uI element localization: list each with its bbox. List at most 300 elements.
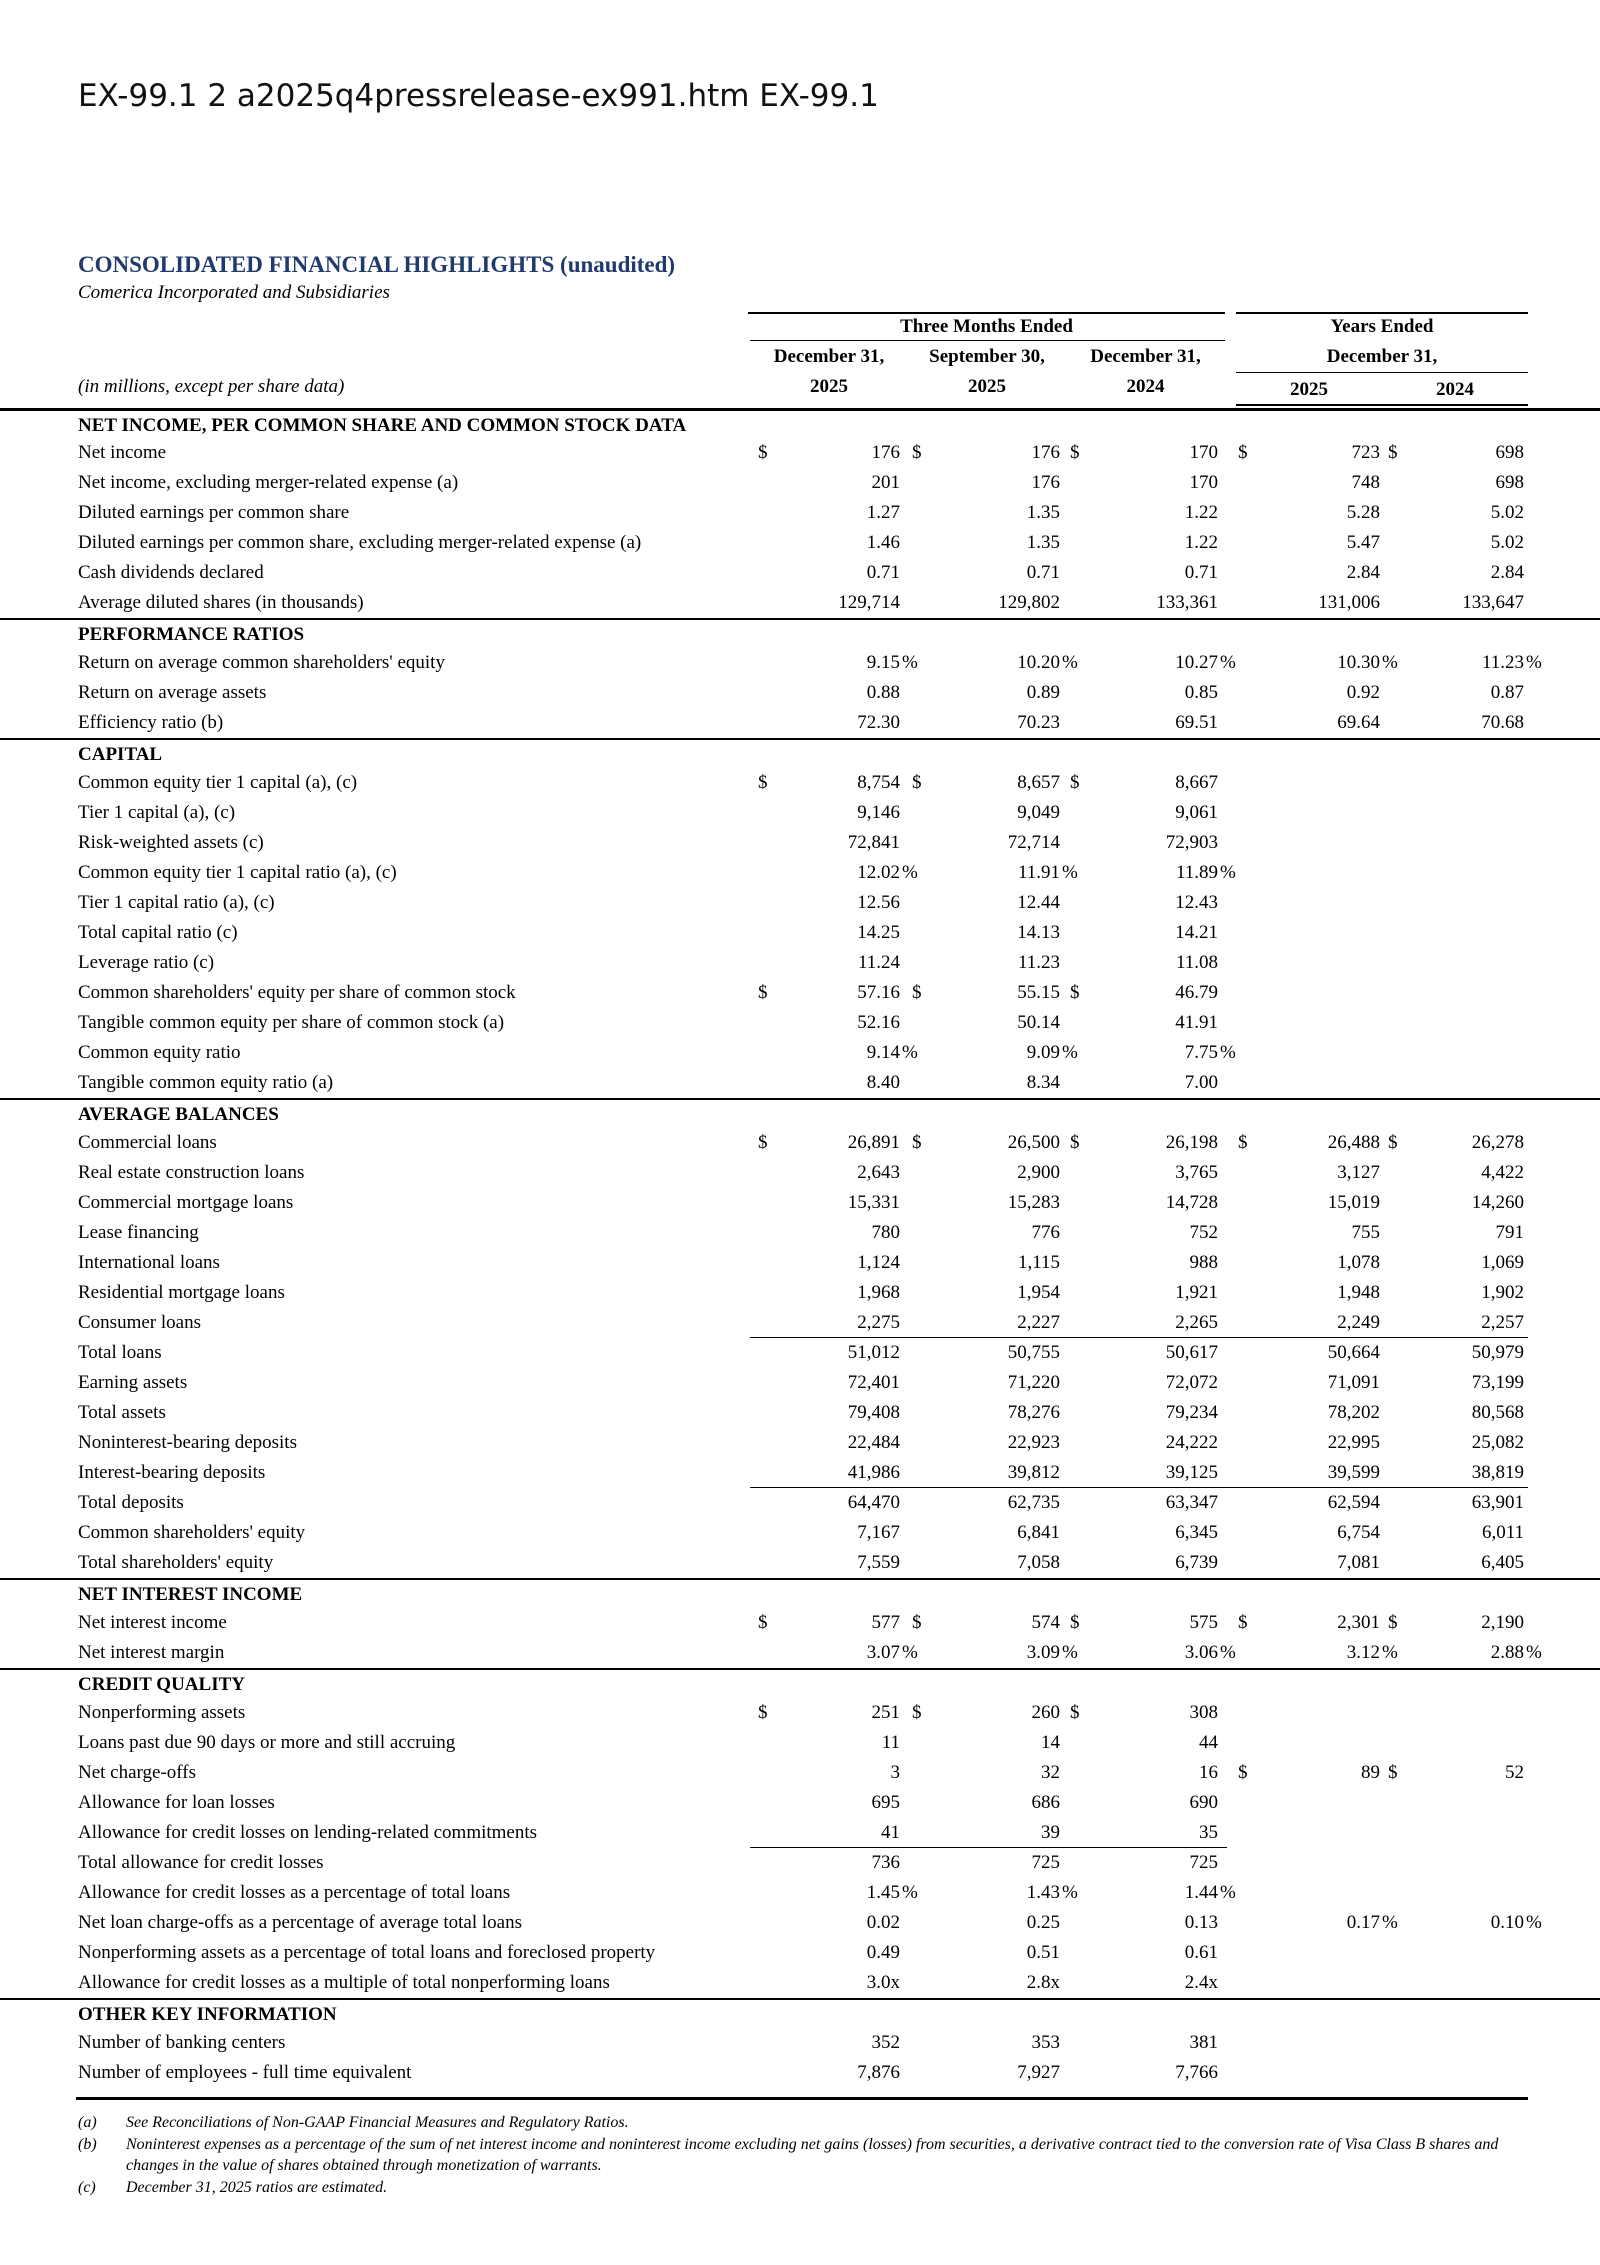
header-col1-date: September 30,	[929, 346, 1045, 367]
row-label: Efficiency ratio (b)	[78, 712, 224, 733]
table-bottom-rule	[76, 2097, 1528, 2100]
value-col0: 0.49	[866, 1942, 900, 1963]
value-col4: 791	[1495, 1222, 1524, 1243]
table-row	[0, 1758, 1600, 1788]
dollar-sign: $	[1070, 1702, 1080, 1723]
value-col3: 3.12	[1346, 1642, 1380, 1663]
value-col3: 1,078	[1337, 1252, 1380, 1273]
table-row	[0, 1218, 1600, 1248]
footnote-text: Noninterest expenses as a percentage of the sum of net interest income and noninterest income excluding net gains (losses) from securities, a derivative contract tied to the conversion rate of Visa Class B shares and changes in the value of shares obtained through monetization of warrants.	[126, 2136, 1499, 2174]
value-col3: 0.92	[1346, 682, 1380, 703]
value-col2: 170	[1189, 472, 1218, 493]
value-col0: 9,146	[857, 802, 900, 823]
section-title: CREDIT QUALITY	[78, 1674, 245, 1695]
value-col2: 2,265	[1175, 1312, 1218, 1333]
value-col0: 79,408	[847, 1402, 900, 1423]
dollar-sign: $	[1388, 442, 1398, 463]
value-col4: 2,190	[1481, 1612, 1524, 1633]
table-row	[0, 1248, 1600, 1278]
value-col1: 725	[1031, 1852, 1060, 1873]
value-col0: 129,714	[838, 592, 900, 613]
value-col2: 2.4x	[1184, 1972, 1218, 1993]
value-col1: 26,500	[1007, 1132, 1060, 1153]
value-col2: 50,617	[1165, 1342, 1218, 1363]
value-col4: 1,902	[1481, 1282, 1524, 1303]
value-col4: 63,901	[1471, 1492, 1524, 1513]
value-col0: 52.16	[857, 1012, 900, 1033]
row-label: Leverage ratio (c)	[78, 952, 215, 973]
table-row	[0, 1608, 1600, 1638]
table-row	[0, 1788, 1600, 1818]
table-row	[0, 1398, 1600, 1428]
value-col2: 69.51	[1175, 712, 1218, 733]
percent-sign: %	[1382, 1642, 1398, 1663]
value-col1: 1.35	[1026, 502, 1060, 523]
value-col4: 14,260	[1471, 1192, 1524, 1213]
header-col3-year: 2025	[1290, 379, 1328, 400]
percent-sign: %	[1062, 862, 1078, 883]
value-col2: 725	[1189, 1852, 1218, 1873]
value-col1: 55.15	[1017, 982, 1060, 1003]
value-col0: 0.88	[866, 682, 900, 703]
value-col0: 2,643	[857, 1162, 900, 1183]
value-col2: 41.91	[1175, 1012, 1218, 1033]
row-label: Risk-weighted assets (c)	[78, 832, 264, 853]
value-col0: 51,012	[847, 1342, 900, 1363]
value-col1: 776	[1031, 1222, 1060, 1243]
header-col0-year: 2025	[810, 376, 848, 397]
row-label: Net loan charge-offs as a percentage of average total loans	[78, 1912, 523, 1933]
value-col0: 9.15	[866, 652, 900, 673]
value-col4: 6,011	[1481, 1522, 1524, 1543]
percent-sign: %	[1062, 1042, 1078, 1063]
value-col3: 69.64	[1337, 712, 1380, 733]
dollar-sign: $	[912, 1132, 922, 1153]
value-col2: 16	[1199, 1762, 1218, 1783]
value-col2: 6,345	[1175, 1522, 1218, 1543]
value-col2: 3,765	[1175, 1162, 1218, 1183]
value-col2: 9,061	[1175, 802, 1218, 823]
percent-sign: %	[1062, 1642, 1078, 1663]
value-col4: 52	[1505, 1762, 1524, 1783]
value-col2: 11.08	[1175, 952, 1218, 973]
value-col4: 0.10	[1490, 1912, 1524, 1933]
section-header	[0, 1998, 1600, 2030]
row-label: Net interest margin	[78, 1642, 225, 1663]
value-col0: 15,331	[847, 1192, 900, 1213]
page-title: CONSOLIDATED FINANCIAL HIGHLIGHTS (unaudited)	[78, 252, 676, 277]
value-col1: 12.44	[1017, 892, 1060, 913]
value-col1: 0.89	[1026, 682, 1060, 703]
value-col0: 41	[881, 1822, 900, 1843]
percent-sign: %	[902, 862, 918, 883]
dollar-sign: $	[1238, 1132, 1248, 1153]
value-col0: 72.30	[857, 712, 900, 733]
value-col4: 2.88	[1490, 1642, 1524, 1663]
value-col3: 131,006	[1318, 592, 1380, 613]
table-row	[0, 1818, 1600, 1848]
value-col3: 39,599	[1327, 1462, 1380, 1483]
table-row	[0, 438, 1600, 468]
value-col2: 24,222	[1165, 1432, 1218, 1453]
header-col4-year: 2024	[1436, 379, 1474, 400]
row-label: Allowance for credit losses on lending-related commitments	[78, 1822, 538, 1843]
table-row	[0, 528, 1600, 558]
row-label: Net income, excluding merger-related expense (a)	[78, 472, 459, 493]
value-col2: 14.21	[1175, 922, 1218, 943]
value-col4: 0.87	[1490, 682, 1524, 703]
row-label: Tangible common equity ratio (a)	[78, 1072, 334, 1093]
value-col3: 62,594	[1327, 1492, 1380, 1513]
value-col1: 1.43	[1026, 1882, 1060, 1903]
page-subtitle: Comerica Incorporated and Subsidiaries	[78, 282, 390, 303]
header-years-ended: Years Ended	[1330, 316, 1434, 337]
row-label: Net income	[78, 442, 167, 463]
table-row	[0, 1458, 1600, 1488]
value-col1: 0.71	[1026, 562, 1060, 583]
value-col2: 1.22	[1184, 532, 1218, 553]
value-col0: 72,401	[847, 1372, 900, 1393]
value-col2: 72,072	[1165, 1372, 1218, 1393]
value-col0: 7,876	[857, 2062, 900, 2083]
value-col0: 9.14	[866, 1042, 900, 1063]
value-col4: 4,422	[1481, 1162, 1524, 1183]
row-label: Tier 1 capital ratio (a), (c)	[78, 892, 275, 913]
value-col3: 723	[1351, 442, 1380, 463]
table-row	[0, 888, 1600, 918]
value-col1: 176	[1031, 472, 1060, 493]
header-col1-year: 2025	[968, 376, 1006, 397]
row-label: Residential mortgage loans	[78, 1282, 285, 1303]
header-col2-date: December 31,	[1090, 346, 1201, 367]
value-col3: 2.84	[1346, 562, 1380, 583]
value-col2: 72,903	[1165, 832, 1218, 853]
value-col3: 0.17	[1346, 1912, 1380, 1933]
value-col2: 44	[1199, 1732, 1218, 1753]
value-col1: 176	[1031, 442, 1060, 463]
row-label: Tangible common equity per share of common stock (a)	[78, 1012, 505, 1033]
percent-sign: %	[1220, 1042, 1236, 1063]
value-col1: 1,954	[1017, 1282, 1060, 1303]
value-col2: 35	[1199, 1822, 1218, 1843]
value-col4: 70.68	[1481, 712, 1524, 733]
value-col1: 72,714	[1007, 832, 1060, 853]
table-row	[0, 1008, 1600, 1038]
value-col1: 129,802	[998, 592, 1060, 613]
value-col2: 0.85	[1184, 682, 1218, 703]
table-row	[0, 588, 1600, 618]
value-col1: 8.34	[1026, 1072, 1060, 1093]
value-col1: 260	[1031, 1702, 1060, 1723]
table-row	[0, 1308, 1600, 1338]
row-label: Tier 1 capital (a), (c)	[78, 802, 236, 823]
row-label: Common equity ratio	[78, 1042, 241, 1063]
row-label: International loans	[78, 1252, 220, 1273]
row-label: Average diluted shares (in thousands)	[78, 592, 364, 613]
value-col1: 0.25	[1026, 1912, 1060, 1933]
footnote-mark: (c)	[78, 2179, 96, 2196]
value-col3: 22,995	[1327, 1432, 1380, 1453]
table-row	[0, 798, 1600, 828]
value-col0: 7,167	[857, 1522, 900, 1543]
row-label: Diluted earnings per common share	[78, 502, 350, 523]
dollar-sign: $	[1070, 772, 1080, 793]
value-col4: 5.02	[1490, 532, 1524, 553]
value-col4: 11.23	[1481, 652, 1524, 673]
table-row	[0, 1698, 1600, 1728]
percent-sign: %	[902, 1882, 918, 1903]
percent-sign: %	[902, 1642, 918, 1663]
value-col1: 3.09	[1026, 1642, 1060, 1663]
row-label: Allowance for loan losses	[78, 1792, 275, 1813]
value-col1: 62,735	[1007, 1492, 1060, 1513]
percent-sign: %	[1220, 1642, 1236, 1663]
dollar-sign: $	[912, 982, 922, 1003]
section-title: OTHER KEY INFORMATION	[78, 2004, 337, 2025]
value-col0: 577	[871, 1612, 900, 1633]
percent-sign: %	[1526, 652, 1542, 673]
table-row	[0, 648, 1600, 678]
footnote	[78, 2134, 1538, 2176]
value-col4: 80,568	[1471, 1402, 1524, 1423]
table-row	[0, 1638, 1600, 1668]
dollar-sign: $	[758, 982, 768, 1003]
value-col1: 7,927	[1017, 2062, 1060, 2083]
section-header	[0, 618, 1600, 650]
table-row	[0, 858, 1600, 888]
value-col4: 2.84	[1490, 562, 1524, 583]
value-col0: 780	[871, 1222, 900, 1243]
value-col2: 1.22	[1184, 502, 1218, 523]
value-col2: 0.71	[1184, 562, 1218, 583]
percent-sign: %	[1062, 1882, 1078, 1903]
value-col1: 1,115	[1017, 1252, 1060, 1273]
value-col3: 71,091	[1327, 1372, 1380, 1393]
row-label: Commercial mortgage loans	[78, 1192, 294, 1213]
header-col0-date: December 31,	[773, 346, 885, 367]
row-label: Real estate construction loans	[78, 1162, 305, 1183]
value-col0: 11	[881, 1732, 900, 1753]
value-col2: 7.00	[1184, 1072, 1218, 1093]
row-label: Net charge-offs	[78, 1762, 196, 1783]
table-row	[0, 1338, 1600, 1368]
value-col0: 7,559	[857, 1552, 900, 1573]
value-col1: 8,657	[1017, 772, 1060, 793]
value-col1: 10.20	[1017, 652, 1060, 673]
value-col0: 3	[890, 1762, 900, 1783]
value-col3: 89	[1361, 1762, 1380, 1783]
value-col0: 72,841	[847, 832, 900, 853]
value-col1: 7,058	[1017, 1552, 1060, 1573]
value-col1: 50,755	[1007, 1342, 1060, 1363]
value-col2: 988	[1189, 1252, 1218, 1273]
dollar-sign: $	[912, 1702, 922, 1723]
value-col0: 8.40	[866, 1072, 900, 1093]
section-title: AVERAGE BALANCES	[78, 1104, 279, 1125]
table-row	[0, 1878, 1600, 1908]
value-col3: 10.30	[1337, 652, 1380, 673]
dollar-sign: $	[1388, 1762, 1398, 1783]
table-row	[0, 1188, 1600, 1218]
dollar-sign: $	[1238, 1762, 1248, 1783]
table-row	[0, 1368, 1600, 1398]
value-col2: 12.43	[1175, 892, 1218, 913]
value-col4: 698	[1495, 442, 1524, 463]
value-col1: 14	[1041, 1732, 1060, 1753]
value-col3: 2,249	[1337, 1312, 1380, 1333]
value-col2: 7,766	[1175, 2062, 1218, 2083]
value-col1: 32	[1041, 1762, 1060, 1783]
table-row	[0, 1038, 1600, 1068]
value-col2: 10.27	[1175, 652, 1218, 673]
value-col1: 39,812	[1007, 1462, 1060, 1483]
value-col2: 133,361	[1156, 592, 1218, 613]
percent-sign: %	[1062, 652, 1078, 673]
value-col3: 748	[1351, 472, 1380, 493]
value-col1: 353	[1031, 2032, 1060, 2053]
row-label: Total loans	[78, 1342, 162, 1363]
value-col0: 1.45	[866, 1882, 900, 1903]
subtotal-rule	[750, 1847, 1227, 1848]
row-label: Return on average common shareholders' equity	[78, 652, 445, 673]
table-row	[0, 468, 1600, 498]
value-col1: 11.91	[1017, 862, 1060, 883]
row-label: Nonperforming assets	[78, 1702, 246, 1723]
dollar-sign: $	[912, 772, 922, 793]
table-row	[0, 1488, 1600, 1518]
value-col2: 381	[1189, 2032, 1218, 2053]
value-col2: 39,125	[1165, 1462, 1218, 1483]
value-col4: 6,405	[1481, 1552, 1524, 1573]
footnote	[78, 2177, 1538, 2198]
value-col0: 2,275	[857, 1312, 900, 1333]
value-col2: 8,667	[1175, 772, 1218, 793]
value-col0: 352	[871, 2032, 900, 2053]
value-col1: 2.8x	[1026, 1972, 1060, 1993]
percent-sign: %	[1220, 652, 1236, 673]
section-title: CAPITAL	[78, 744, 163, 765]
row-label: Commercial loans	[78, 1132, 217, 1153]
row-label: Total shareholders' equity	[78, 1552, 274, 1573]
row-label: Number of employees - full time equivalent	[78, 2062, 412, 2083]
value-col2: 26,198	[1165, 1132, 1218, 1153]
value-col1: 15,283	[1007, 1192, 1060, 1213]
value-col2: 308	[1189, 1702, 1218, 1723]
value-col0: 1.46	[866, 532, 900, 553]
value-col1: 574	[1031, 1612, 1060, 1633]
row-label: Allowance for credit losses as a multiple of total nonperforming loans	[78, 1972, 610, 1993]
row-label: Noninterest-bearing deposits	[78, 1432, 297, 1453]
table-row	[0, 1428, 1600, 1458]
value-col3: 26,488	[1327, 1132, 1380, 1153]
value-col1: 0.51	[1026, 1942, 1060, 1963]
table-row	[0, 1128, 1600, 1158]
value-col1: 1.35	[1026, 532, 1060, 553]
dollar-sign: $	[912, 442, 922, 463]
value-col3: 2,301	[1337, 1612, 1380, 1633]
value-col4: 133,647	[1462, 592, 1524, 613]
row-label: Loans past due 90 days or more and still accruing	[78, 1732, 456, 1753]
dollar-sign: $	[1070, 982, 1080, 1003]
row-label: Consumer loans	[78, 1312, 201, 1333]
row-label: Total allowance for credit losses	[78, 1852, 324, 1873]
header-three-months-ended: Three Months Ended	[900, 316, 1073, 337]
value-col3: 78,202	[1327, 1402, 1380, 1423]
table-row	[0, 1518, 1600, 1548]
value-col1: 9.09	[1026, 1042, 1060, 1063]
row-label: Diluted earnings per common share, excluding merger-related expense (a)	[78, 532, 642, 553]
value-col4: 73,199	[1471, 1372, 1524, 1393]
table-row	[0, 1158, 1600, 1188]
row-label: Allowance for credit losses as a percentage of total loans	[78, 1882, 511, 1903]
value-col0: 57.16	[857, 982, 900, 1003]
row-label: Lease financing	[78, 1222, 199, 1243]
table-row	[0, 1068, 1600, 1098]
value-col0: 1,124	[857, 1252, 900, 1273]
row-label: Total assets	[78, 1402, 166, 1423]
row-label: Total capital ratio (c)	[78, 922, 238, 943]
value-col4: 26,278	[1471, 1132, 1524, 1153]
table-row	[0, 918, 1600, 948]
percent-sign: %	[1220, 1882, 1236, 1903]
value-col3: 1,948	[1337, 1282, 1380, 1303]
table-row	[0, 1728, 1600, 1758]
row-label: Cash dividends declared	[78, 562, 264, 583]
dollar-sign: $	[1238, 1612, 1248, 1633]
value-col4: 2,257	[1481, 1312, 1524, 1333]
dollar-sign: $	[758, 1612, 768, 1633]
value-col4: 698	[1495, 472, 1524, 493]
value-col1: 22,923	[1007, 1432, 1060, 1453]
dollar-sign: $	[758, 1132, 768, 1153]
value-col4: 25,082	[1471, 1432, 1524, 1453]
value-col1: 9,049	[1017, 802, 1060, 823]
dollar-sign: $	[1070, 1612, 1080, 1633]
value-col3: 50,664	[1327, 1342, 1380, 1363]
table-row	[0, 1938, 1600, 1968]
value-col1: 11.23	[1017, 952, 1060, 973]
table-row	[0, 1278, 1600, 1308]
value-col4: 38,819	[1471, 1462, 1524, 1483]
dollar-sign: $	[1388, 1132, 1398, 1153]
value-col2: 3.06	[1184, 1642, 1218, 1663]
percent-sign: %	[902, 1042, 918, 1063]
value-col1: 686	[1031, 1792, 1060, 1813]
table-row	[0, 2058, 1600, 2088]
footnote	[78, 2112, 1538, 2133]
value-col0: 26,891	[847, 1132, 900, 1153]
section-title: PERFORMANCE RATIOS	[78, 624, 305, 645]
value-col0: 3.07	[866, 1642, 900, 1663]
dollar-sign: $	[1070, 1132, 1080, 1153]
header-col2-year: 2024	[1126, 376, 1165, 397]
value-col0: 11.24	[857, 952, 900, 973]
value-col2: 46.79	[1175, 982, 1218, 1003]
dollar-sign: $	[758, 1702, 768, 1723]
row-label: Net interest income	[78, 1612, 227, 1633]
subtotal-rule	[750, 1487, 1528, 1488]
table-row	[0, 708, 1600, 738]
value-col0: 0.02	[866, 1912, 900, 1933]
row-label: Common equity tier 1 capital ratio (a), (c)	[78, 862, 397, 883]
row-label: Earning assets	[78, 1372, 188, 1393]
row-label: Number of banking centers	[78, 2032, 286, 2053]
dollar-sign: $	[758, 442, 768, 463]
value-col2: 690	[1189, 1792, 1218, 1813]
header-years-date: December 31,	[1326, 346, 1438, 367]
dollar-sign: $	[758, 772, 768, 793]
value-col0: 41,986	[847, 1462, 900, 1483]
